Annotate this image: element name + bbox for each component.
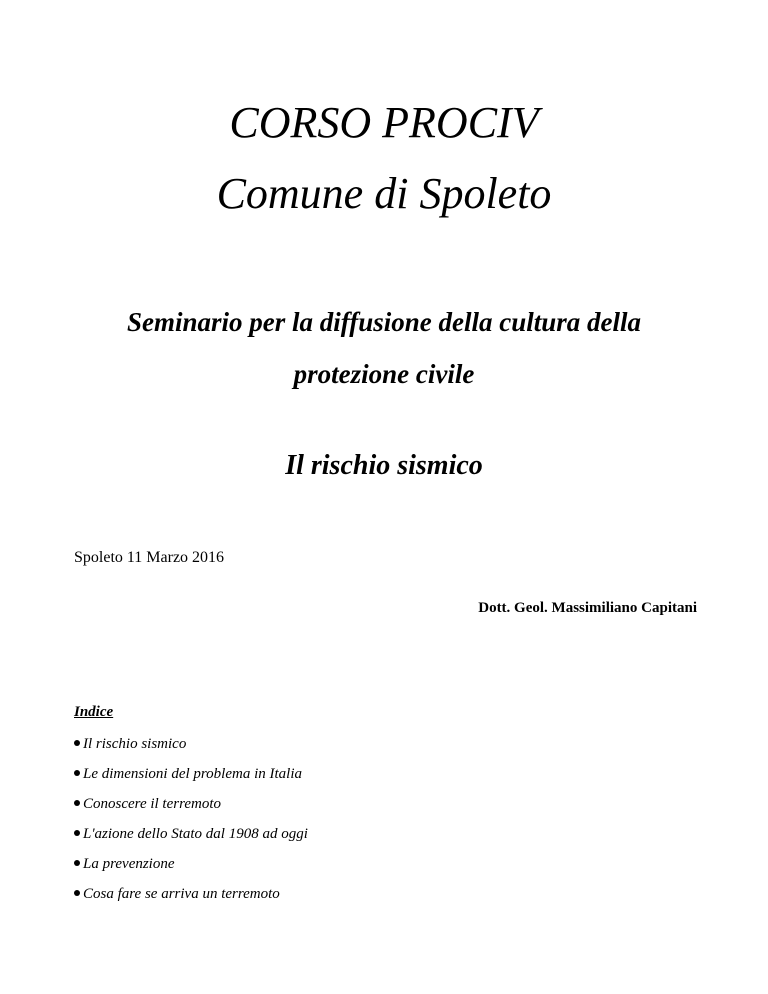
index-item	[74, 854, 308, 884]
index-list	[74, 734, 308, 914]
index-item-label: Cosa fare se arriva un terremoto	[83, 886, 280, 902]
title-line-1: CORSO PROCIV	[229, 98, 539, 147]
bullet-icon	[74, 830, 80, 836]
index-item	[74, 794, 308, 824]
index-item	[74, 884, 308, 914]
seminar-title-line-2: protezione civile	[293, 359, 475, 389]
bullet-icon	[74, 890, 80, 896]
index-item	[74, 764, 308, 794]
date-line: Spoleto 11 Marzo 2016	[74, 549, 225, 566]
subtitle: Il rischio sismico	[285, 450, 483, 481]
author-line: Dott. Geol. Massimiliano Capitani	[478, 600, 697, 616]
bullet-icon	[74, 860, 80, 866]
seminar-title-line-1: Seminario per la diffusione della cultura della	[126, 307, 642, 337]
index-heading: Indice	[74, 704, 114, 720]
bullet-icon	[74, 740, 80, 746]
title-line-2: Comune di Spoleto	[216, 169, 552, 218]
index-item-label: La prevenzione	[83, 856, 175, 872]
index-item-label: Conoscere il terremoto	[83, 796, 222, 812]
index-item-label: Il rischio sismico	[83, 736, 187, 752]
bullet-icon	[74, 770, 80, 776]
index-item-label: L'azione dello Stato dal 1908 ad oggi	[83, 826, 308, 842]
index-item	[74, 824, 308, 854]
bullet-icon	[74, 800, 80, 806]
index-item-label: Le dimensioni del problema in Italia	[83, 766, 303, 782]
index-item	[74, 734, 308, 764]
